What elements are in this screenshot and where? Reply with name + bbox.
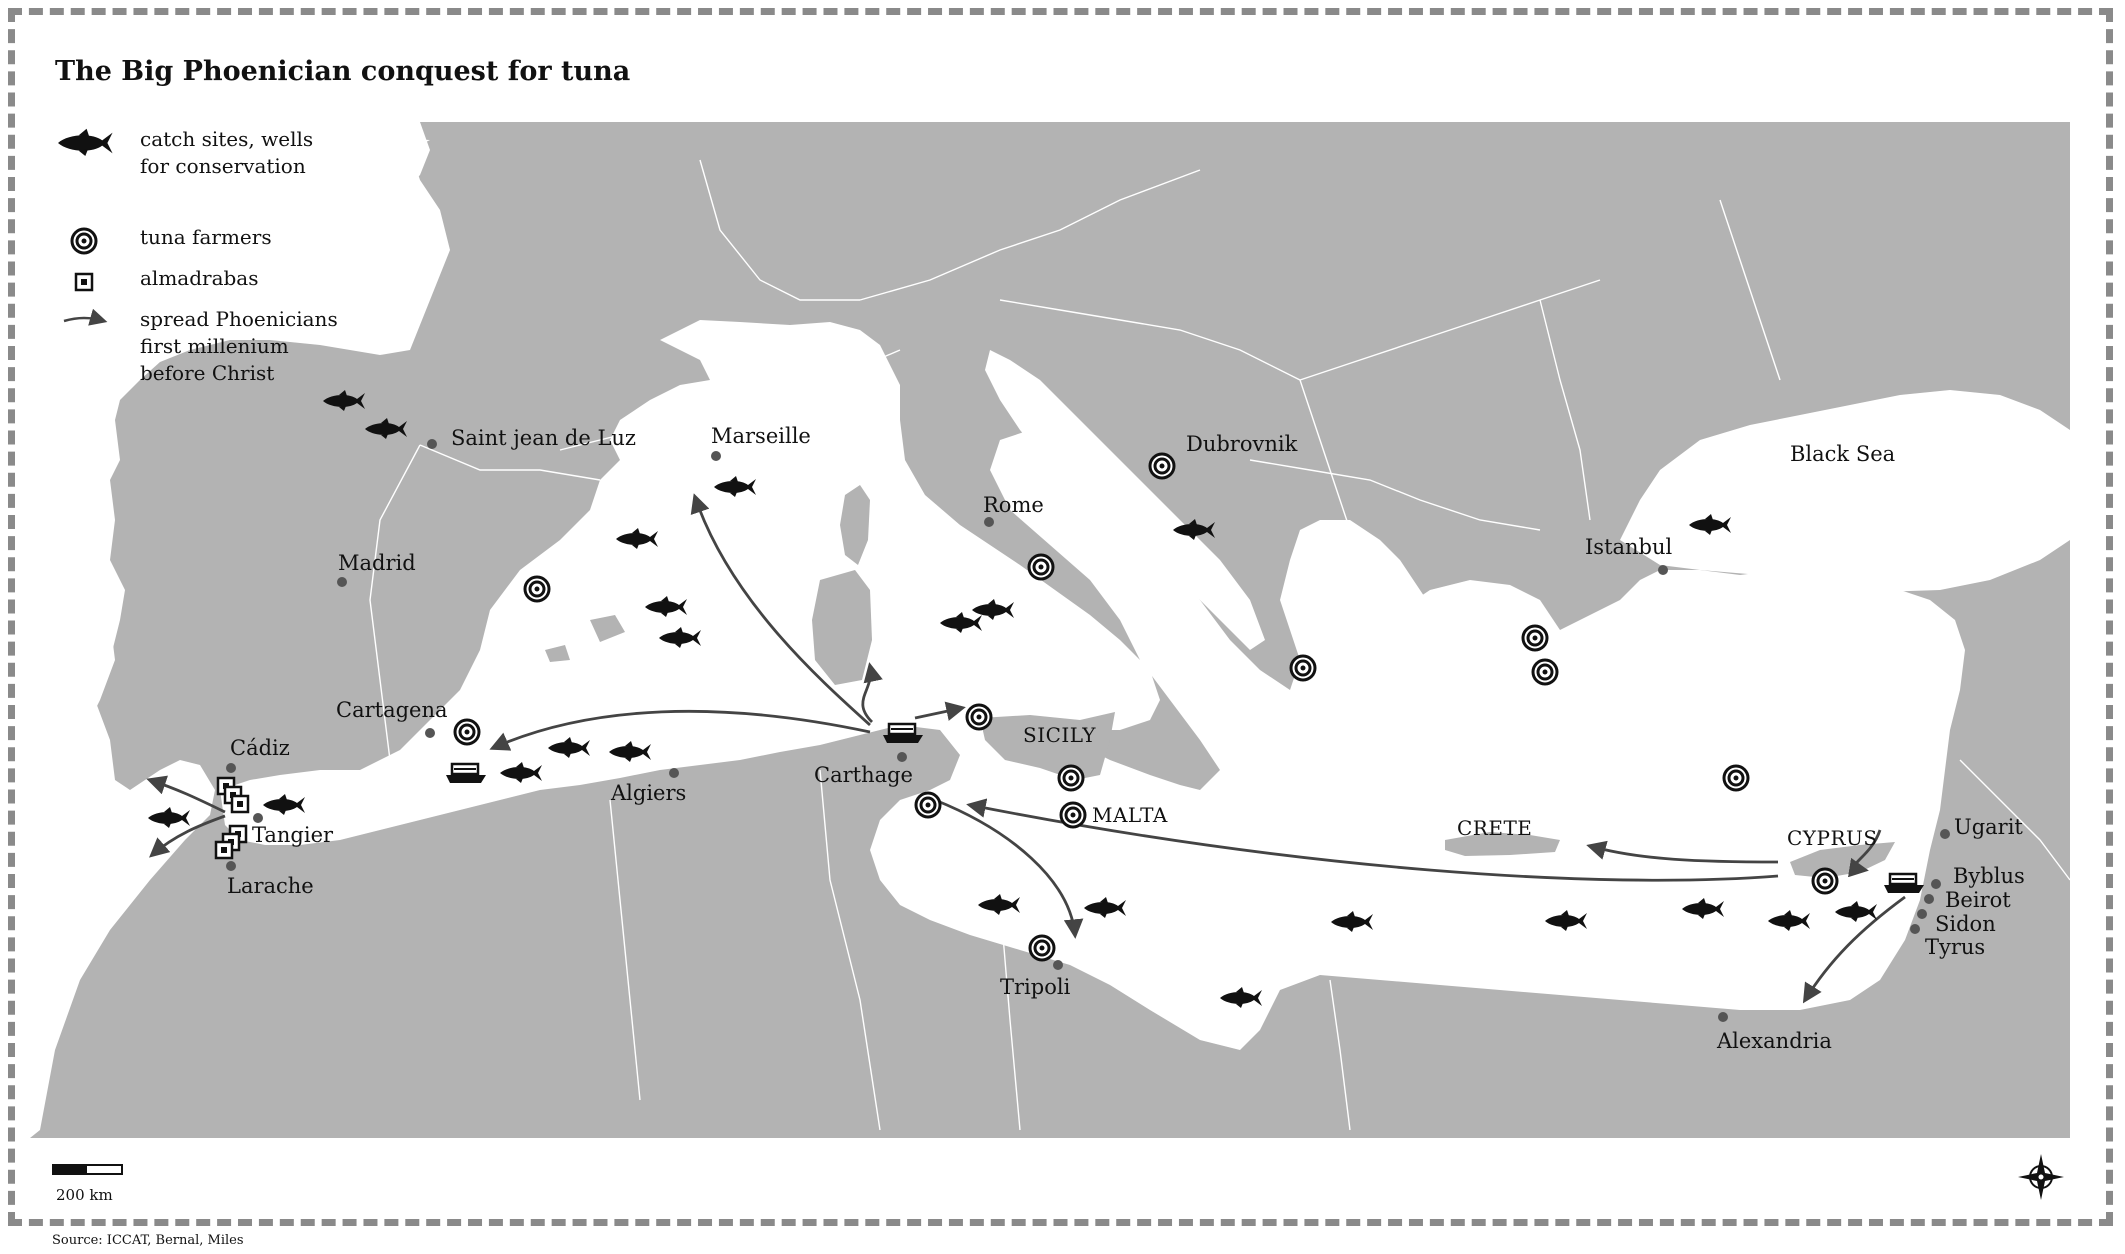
label-marseille: Marseille [711,424,811,448]
label-dubrovnik: Dubrovnik [1186,432,1298,456]
scale-label: 200 km [56,1186,113,1204]
tuna-farm-icon [1030,936,1054,960]
tuna-farm-icon [1724,766,1748,790]
almadraba-icon [232,796,248,812]
legend-item-almadraba [48,265,259,299]
label-beirot: Beirot [1945,888,2011,912]
tuna-fish-icon [48,126,120,160]
compass-rose-icon [2016,1152,2066,1202]
tuna-farm-icon [1813,869,1837,893]
label-crete: CRETE [1457,816,1533,840]
label-madrid: Madrid [338,551,416,575]
label-sidon: Sidon [1935,912,1996,936]
label-tangier: Tangier [252,823,334,847]
label-tripoli: Tripoli [1000,975,1071,999]
label-sicily: SICILY [1023,723,1097,747]
tuna-farm-icon [1523,626,1547,650]
source-note: Source: ICCAT, Bernal, Miles [52,1233,244,1248]
legend-item-catch [48,126,313,180]
tuna-farm-icon [48,224,120,258]
label-black-sea: Black Sea [1790,442,1896,466]
tuna-farm-icon [1061,803,1085,827]
tuna-farm-icon [455,720,479,744]
label-larache: Larache [227,874,314,898]
label-byblus: Byblus [1953,864,2025,888]
tuna-farm-icon [1150,454,1174,478]
label-cartagena: Cartagena [336,698,448,722]
legend-item-farm [48,224,272,258]
label-cyprus: CYPRUS [1787,826,1878,850]
label-rome: Rome [983,493,1044,517]
arrow-icon [48,306,120,340]
tuna-farm-icon [1029,555,1053,579]
map-title: The Big Phoenician conquest for tuna [55,56,631,87]
scale-bar [52,1163,127,1183]
legend-item-arrow [48,306,338,387]
tuna-farm-icon [967,705,991,729]
legend-text: spread Phoenicians first millenium before Christ [140,307,338,385]
label-cadiz: Cádiz [230,736,290,760]
legend-text: almadrabas [140,266,259,290]
tuna-farm-icon [1533,660,1557,684]
label-malta: MALTA [1092,803,1168,827]
almadraba-icon [216,842,232,858]
tuna-farm-icon [916,793,940,817]
legend-text: tuna farmers [140,225,272,249]
label-algiers: Algiers [611,781,687,805]
label-istanbul: Istanbul [1585,535,1673,559]
label-tyrus: Tyrus [1925,935,1986,959]
label-saint-jean: Saint jean de Luz [451,426,637,450]
label-carthage: Carthage [814,763,913,787]
tuna-farm-icon [525,577,549,601]
tuna-farm-icon [1291,656,1315,680]
label-ugarit: Ugarit [1954,815,2023,839]
almadraba-icon [48,265,120,299]
tuna-farm-icon [1059,766,1083,790]
label-alexandria: Alexandria [1717,1029,1832,1053]
legend-text: catch sites, wells for conservation [140,127,314,178]
